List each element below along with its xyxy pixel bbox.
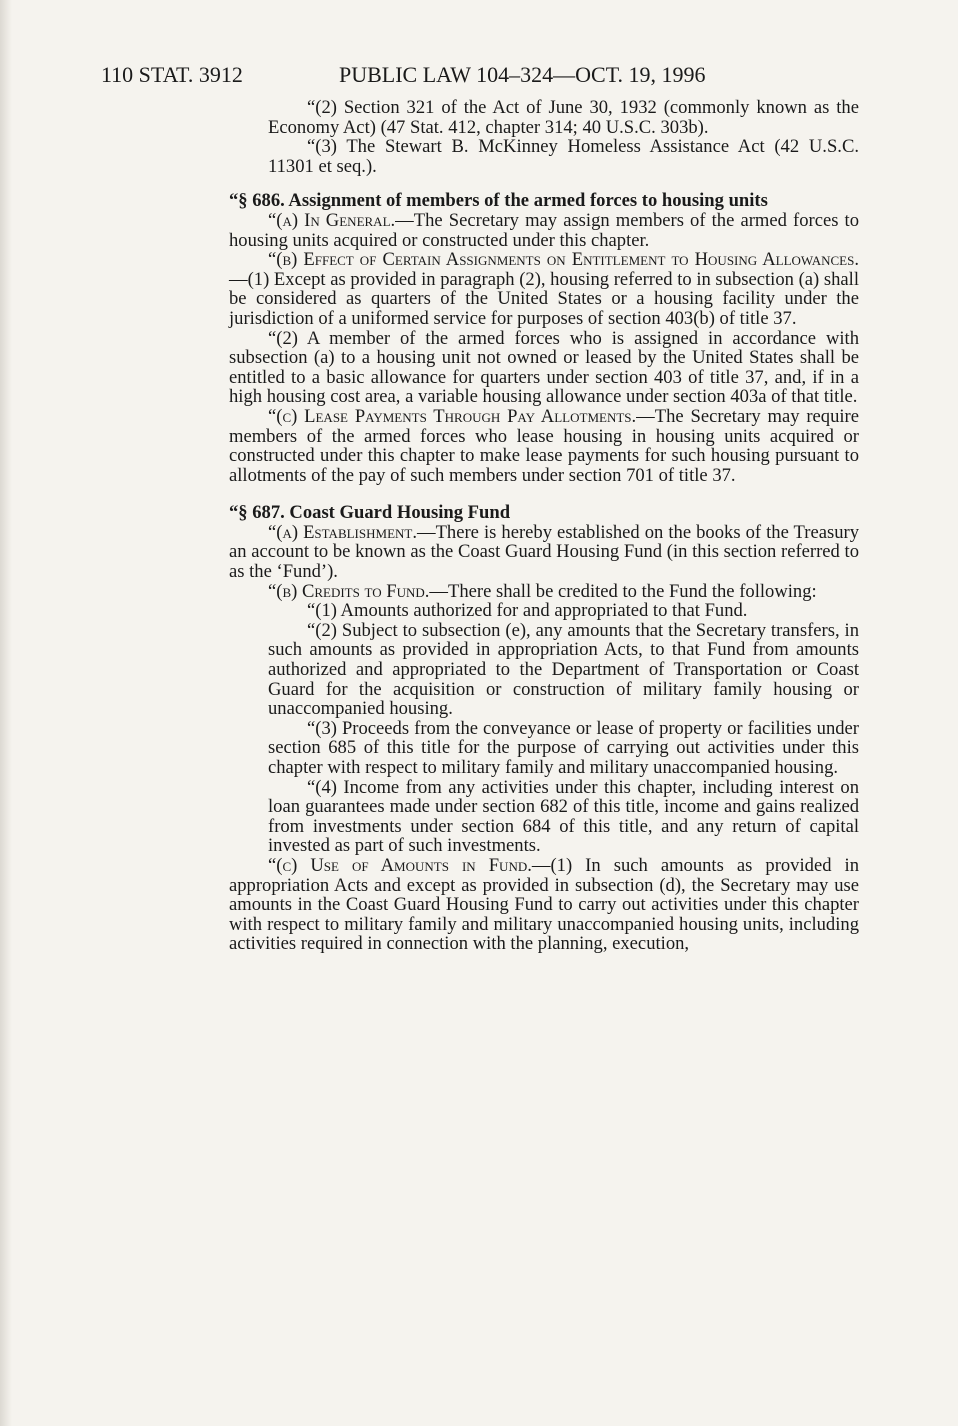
subsection-heading: “(b) Credits to Fund.: [268, 580, 430, 602]
section-687-b-4: “(4) Income from any activities under this chapter, including interest on loan guarantees made under section 682 of this title, income and gains realized from investments under section 684 of this title, and any return of capital invested as part of such investments.: [268, 776, 859, 857]
section-687-b-2: “(2) Subject to subsection (e), any amounts that the Secretary transfers, in such amounts as provided in appropriation Acts, to that Fund from amounts authorized and appropriated to the Department of Transportation or Coast Guard for the acquisition or construction of military family housing or unaccompanied housing.: [268, 619, 859, 720]
section-686-b-2: “(2) A member of the armed forces who is assigned in accordance with subsection (a) to a housing unit not owned or leased by the United States shall be entitled to a basic allowance for quarters under section 403 of title 37, and, if in a high housing cost area, a variable housing allowance under section 403a of that title.: [229, 327, 859, 408]
subsection-heading: “(b) Effect of Certain Assignments on Entitlement to Housing Allowances.: [268, 249, 859, 271]
statute-page-number: 110 STAT. 3912: [101, 62, 243, 87]
section-687-c: [229, 856, 859, 954]
subsection-text: —There shall be credited to the Fund the following:: [429, 580, 817, 602]
subsection-text: —(1) In such amounts as provided in appropriation Acts and except as provided in subsection (d), the Secretary may use amounts in the Coast Guard Housing Fund to carry out activities under this chapter with respect to military family and military unaccompanied housing units, including activities required in connection with the planning, execution,: [229, 854, 859, 955]
public-law-citation: PUBLIC LAW 104–324—OCT. 19, 1996: [339, 62, 706, 87]
subsection-heading: “(c) Use of Amounts in Fund.: [268, 854, 532, 876]
subsection-heading: “(a) In General.: [268, 209, 396, 231]
section-spacer: [229, 485, 859, 503]
section-686-b: [229, 250, 859, 328]
subsection-text: —The Secretary may assign members of the armed forces to housing units acquired or constructed under this chapter.: [229, 209, 859, 251]
subsection-text: —There is hereby established on the books of the Treasury an account to be known as the Coast Guard Housing Fund (in this section referred to as the ‘Fund’).: [229, 521, 859, 583]
section-687-heading: “§ 687. Coast Guard Housing Fund: [229, 502, 511, 524]
section-686-c: [229, 407, 859, 485]
subsection-text: —The Secretary may require members of the armed forces who lease housing in housing units acquired or constructed under this chapter to make lease payments for such housing pursuant to allotments of the pay of such members under section 701 of title 37.: [229, 405, 859, 486]
subsection-heading: “(c) Lease Payments Through Pay Allotments.: [268, 405, 637, 427]
subsection-text: —(1) Except as provided in paragraph (2), housing referred to in subsection (a) shall be considered as quarters of the United States or a housing facility under the jurisdiction of a uniformed service for purposes of section 403(b) of title 37.: [229, 268, 859, 329]
scan-edge-shadow: [0, 0, 12, 1426]
section-spacer: [229, 176, 859, 191]
section-687-b-1: “(1) Amounts authorized for and appropriated to that Fund.: [307, 600, 748, 622]
paragraph-mckinney-act: “(3) The Stewart B. McKinney Homeless Assistance Act (42 U.S.C. 11301 et seq.).: [268, 136, 859, 177]
subsection-heading: “(a) Establishment.: [268, 521, 417, 543]
page-header: [101, 58, 861, 92]
section-687-b: [229, 582, 859, 602]
section-686-a: [229, 211, 859, 250]
section-687-a: [229, 523, 859, 582]
section-686-heading: “§ 686. Assignment of members of the armed forces to housing units: [229, 190, 768, 212]
document-body: [229, 98, 859, 954]
paragraph-economy-act: “(2) Section 321 of the Act of June 30, 1932 (commonly known as the Economy Act) (47 Stat. 412, chapter 314; 40 U.S.C. 303b).: [268, 97, 859, 138]
section-687-b-3: “(3) Proceeds from the conveyance or lease of property or facilities under section 685 of this title for the purpose of carrying out activities under this chapter with respect to military family and military unaccompanied housing.: [268, 717, 859, 778]
